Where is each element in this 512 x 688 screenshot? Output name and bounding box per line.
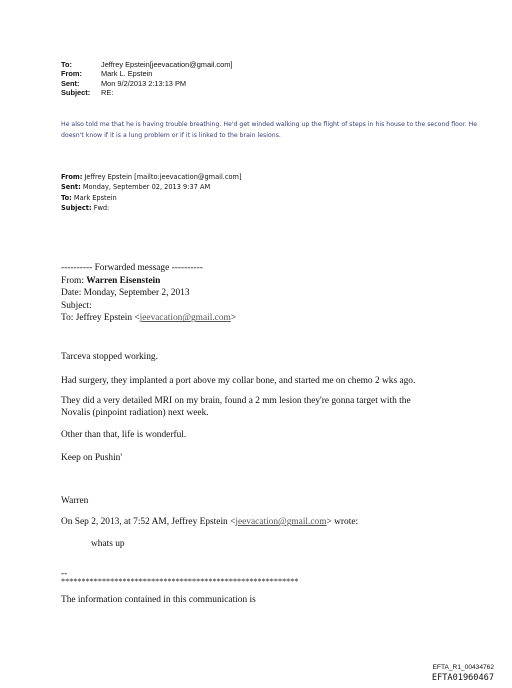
sent-label: Sent: <box>61 78 80 88</box>
attribution-email-link[interactable]: jeevacation@gmail.com <box>235 517 327 527</box>
header-from-row <box>61 69 232 78</box>
quoted-to-value: Mark Epstein <box>71 193 117 202</box>
quoted-from-line <box>61 172 242 182</box>
forwarded-date-line: Date: Monday, September 2, 2013 <box>61 288 190 299</box>
forwarded-to-prefix: To: Jeffrey Epstein < <box>61 313 140 324</box>
bates-stamp-small: EFTA_R1_00434762 <box>432 664 494 671</box>
disclaimer-text: The information contained in this communication is <box>61 595 256 605</box>
quoted-subject-value: Fwd: <box>91 204 110 213</box>
quoted-sent-label: Sent: <box>61 183 81 192</box>
quoted-message: whats up <box>91 539 125 549</box>
forwarded-to-line <box>61 312 236 325</box>
quoted-sent-value: Monday, September 02, 2013 9:37 AM <box>80 183 211 192</box>
quoted-from-value: Jeffrey Epstein [mailto:jeevacation@gmail.com] <box>82 173 242 181</box>
subject-label: Subject: <box>61 88 91 98</box>
forwarded-from-label: From: <box>61 275 87 286</box>
forwarded-subject-line: Subject: <box>61 300 92 311</box>
forwarded-header <box>61 262 236 325</box>
attribution-suffix: > wrote: <box>326 517 359 527</box>
from-label: From: <box>61 69 82 79</box>
forwarded-marker: ---------- Forwarded message ---------- <box>61 263 203 273</box>
quoted-attribution <box>61 516 358 528</box>
subject-value: RE: <box>101 88 114 98</box>
signature-dashes: -- <box>61 569 68 579</box>
message-paragraph: Other than that, life is wonderful. <box>61 430 187 440</box>
quoted-to-label: To: <box>61 193 72 202</box>
to-value: Jeffrey Epstein[jeevacation@gmail.com] <box>101 60 233 69</box>
forwarded-from-value: Warren Eisenstein <box>86 275 161 286</box>
forwarded-to-email-link[interactable]: jeevacation@gmail.com <box>139 313 231 324</box>
signature-block <box>61 570 298 587</box>
forwarded-from-line <box>61 275 236 288</box>
to-label: To: <box>61 60 72 69</box>
from-value: Mark L. Epstein <box>101 69 153 79</box>
sent-value: Mon 9/2/2013 2:13:13 PM <box>101 78 187 88</box>
header-subject-row <box>61 88 232 97</box>
bates-stamp-large: EFTA01960467 <box>431 673 494 683</box>
reply-text: He also told me that he is having trouble breathing. He'd get winded walking up the flight of steps in his house to the second floor. He doesn't know if it is a lung problem or if it is linked to the brain lesions. <box>61 121 478 139</box>
message-paragraph: Had surgery, they implanted a port above my collar bone, and started me on chemo 2 wks ago. <box>61 376 416 386</box>
signature-stars: ********************************************************** <box>61 577 299 587</box>
quoted-from-label: From: <box>61 173 83 181</box>
header-sent-row <box>61 79 232 88</box>
forwarded-to-suffix: > <box>230 313 237 324</box>
signoff-name: Warren <box>61 496 89 506</box>
attribution-prefix: On Sep 2, 2013, at 7:52 AM, Jeffrey Epstein < <box>61 517 236 527</box>
message-paragraph: Tarceva stopped working. <box>61 352 158 362</box>
quoted-sent-line <box>61 182 242 192</box>
quoted-subject-line <box>61 203 242 213</box>
quoted-to-line <box>61 193 242 203</box>
quoted-header <box>61 172 242 214</box>
quoted-subject-label: Subject: <box>61 204 92 213</box>
header-to-row <box>61 60 232 69</box>
message-paragraph: Keep on Pushin' <box>61 453 123 463</box>
email-header <box>61 60 232 98</box>
message-paragraph: They did a very detailed MRI on my brain, found a 2 mm lesion they're gonna target with the Novalis (pinpoint radiation) next week. <box>61 396 411 419</box>
